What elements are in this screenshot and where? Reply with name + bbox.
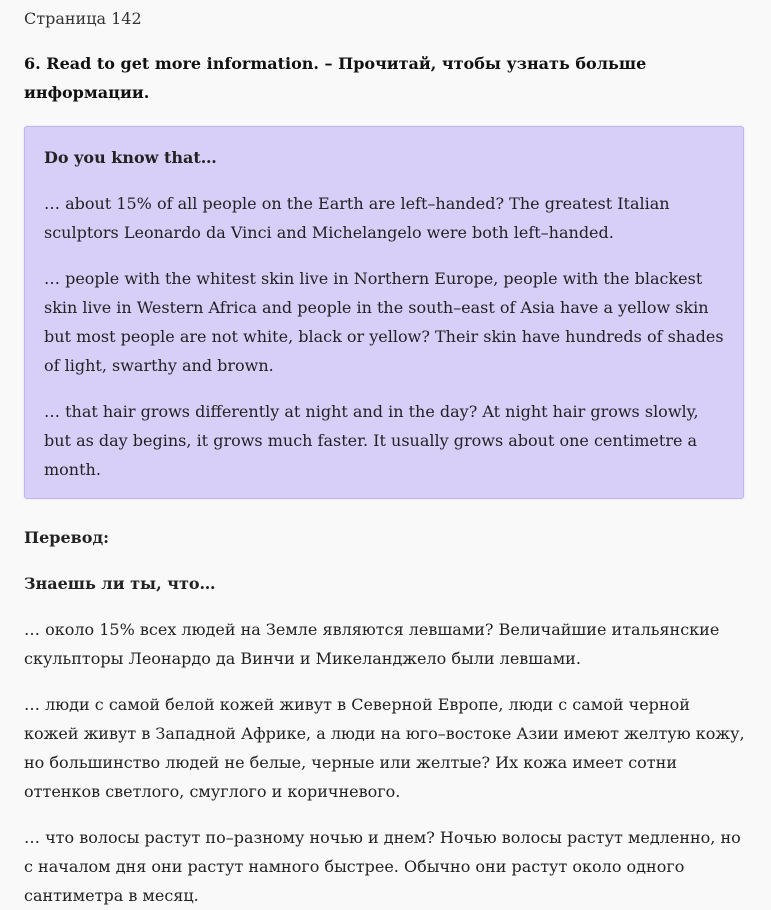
exercise-heading: 6. Read to get more information. – Прочитай, чтобы узнать больше информации. [24,54,647,102]
translation-label: Перевод: [24,528,110,547]
translation-title: Знаешь ли ты, что… [24,574,216,593]
infobox-title: Do you know that… [44,148,217,167]
translation-paragraph: … что волосы растут по–разному ночью и днем? Ночью волосы растут медленно, но с началом дня они растут намного быстрее. Обычно они растут около одного сантиметра в месяц. [24,828,741,905]
translation-section [24,523,747,910]
did-you-know-box [24,126,744,499]
infobox-paragraph: … people with the whitest skin live in Northern Europe, people with the blackest skin live in Western Africa and people in the south–east of Asia have a yellow skin but most people are not white, black or yellow? Their skin have hundreds of shades of light, swarthy and brown. [44,269,724,375]
page-number: Страница 142 [24,9,142,28]
infobox-paragraph: … that hair grows differently at night and in the day? At night hair grows slowly, but as day begins, it grows much faster. It usually grows about one centimetre a month. [44,402,699,479]
translation-paragraph: … около 15% всех людей на Земле являются левшами? Величайшие итальянские скульпторы Леонардо да Винчи и Микеланджело были левшами. [24,620,720,668]
translation-paragraph: … люди с самой белой кожей живут в Северной Европе, люди с самой черной кожей живут в Западной Африке, а люди на юго–востоке Азии имеют желтую кожу, но большинство людей не белые, черные или желтые? Их кожа имеет сотни оттенков светлого, смуглого и коричневого. [24,695,745,801]
infobox-paragraph: … about 15% of all people on the Earth are left–handed? The greatest Italian sculptors Leonardo da Vinci and Michelangelo were both left–handed. [44,194,670,242]
